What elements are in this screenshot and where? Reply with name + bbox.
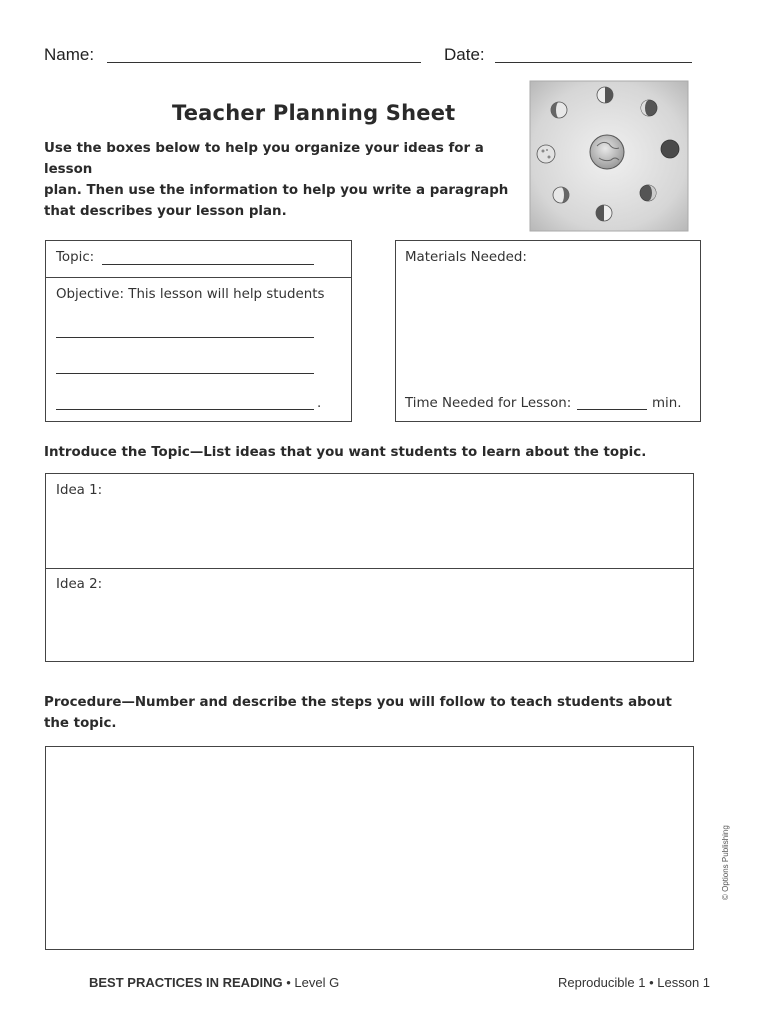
name-label: Name: [44, 45, 95, 64]
lesson-label: Lesson 1 [657, 975, 711, 990]
procedure-heading-line: the topic. [44, 716, 117, 731]
intro-line: plan. Then use the information to help you write a paragraph [44, 183, 509, 198]
date-label: Date: [444, 45, 485, 64]
procedure-field[interactable] [45, 746, 694, 950]
footer-right [558, 975, 710, 990]
topic-objective-box [45, 240, 352, 422]
objective-period: . [317, 396, 322, 411]
intro-paragraph [44, 138, 524, 222]
idea-2-field[interactable] [46, 598, 692, 660]
moon-phases-icon [529, 80, 689, 232]
idea-2-label: Idea 2: [56, 577, 103, 592]
name-field[interactable] [107, 62, 421, 63]
footer-bullet: • [649, 975, 654, 990]
time-needed-field[interactable] [577, 409, 647, 410]
procedure-heading-line: Procedure—Number and describe the steps you will follow to teach students about [44, 695, 672, 710]
objective-line-3[interactable] [56, 409, 314, 410]
page-title: Teacher Planning Sheet [172, 101, 456, 125]
materials-box [395, 240, 701, 422]
objective-line-2[interactable] [56, 373, 314, 374]
footer-bullet: • [286, 975, 291, 990]
divider [46, 568, 693, 569]
topic-label: Topic: [56, 250, 95, 265]
footer-left [89, 975, 339, 990]
reproducible-label: Reproducible 1 [558, 975, 646, 990]
date-field[interactable] [495, 62, 692, 63]
objective-label: Objective: This lesson will help students [56, 287, 325, 302]
time-needed-label: Time Needed for Lesson: [405, 396, 572, 411]
idea-1-label: Idea 1: [56, 483, 103, 498]
objective-line-1[interactable] [56, 337, 314, 338]
procedure-heading [44, 692, 672, 734]
intro-line: that describes your lesson plan. [44, 204, 287, 219]
topic-field[interactable] [102, 264, 314, 265]
level-label: Level G [294, 975, 340, 990]
series-name: BEST PRACTICES IN READING [89, 975, 283, 990]
intro-line: Use the boxes below to help you organize your ideas for a lesson [44, 141, 484, 177]
divider [46, 277, 351, 278]
copyright-notice: © Options Publishing [721, 825, 730, 900]
materials-label: Materials Needed: [405, 250, 527, 265]
introduce-heading: Introduce the Topic—List ideas that you want students to learn about the topic. [44, 445, 647, 460]
time-unit: min. [652, 396, 682, 411]
idea-1-field[interactable] [46, 504, 692, 566]
